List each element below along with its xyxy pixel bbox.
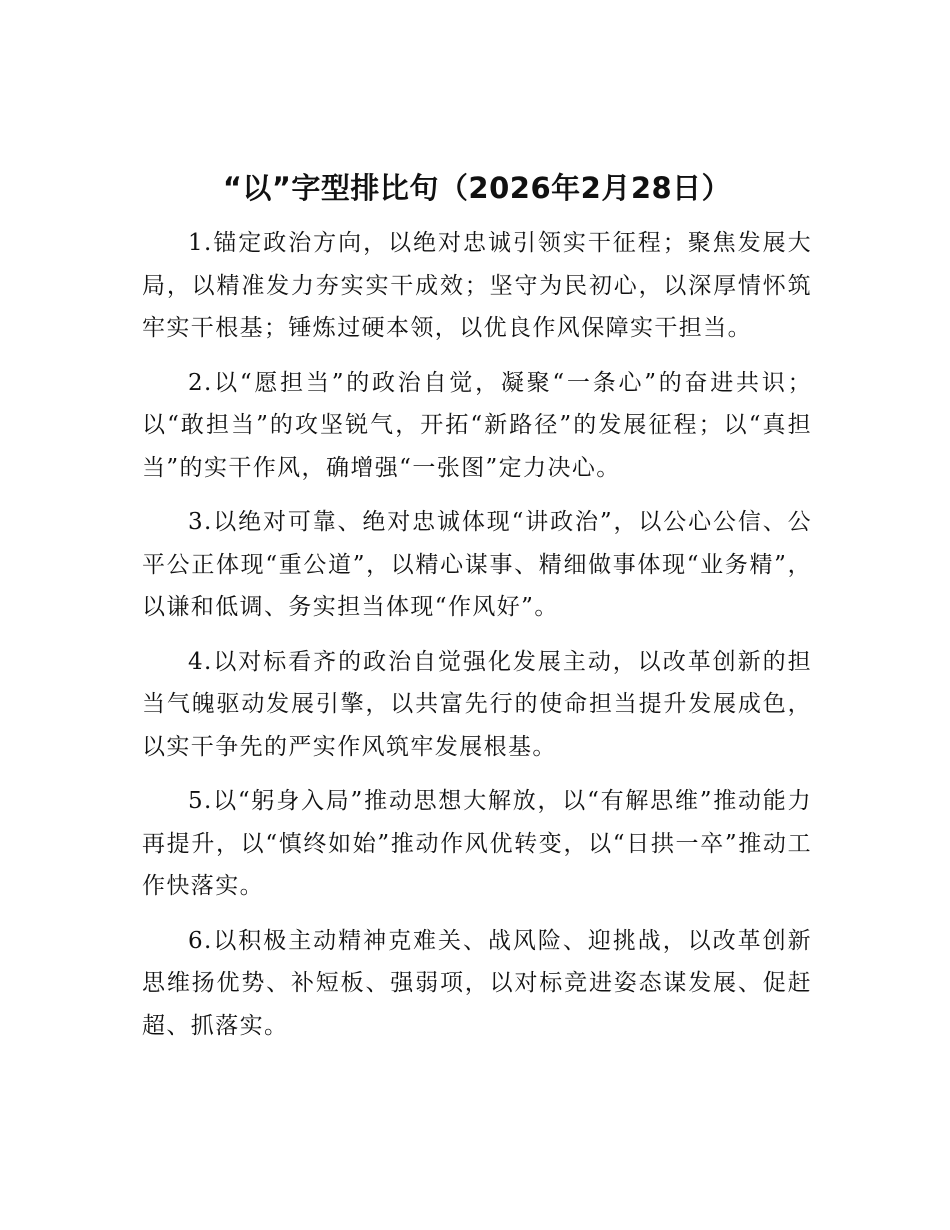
paragraph-3: 3.以绝对可靠、绝对忠诚体现“讲政治”，以公心公信、公平公正体现“重公道”，以精心谋事、精细做事体现“业务精”，以谦和低调、务实担当体现“作风好”。 [142,509,812,620]
document-page [142,168,812,1059]
paragraph-2: 2.以“愿担当”的政治自觉，凝聚“一条心”的奋进共识；以“敢担当”的攻坚锐气，开拓“新路径”的发展征程；以“真担当”的实干作风，确增强“一张图”定力决心。 [142,369,812,481]
paragraph-6: 6.以积极主动精神克难关、战风险、迎挑战，以改革创新思维扬优势、补短板、强弱项，以对标竞进姿态谋发展、促赶超、抓落实。 [142,927,812,1039]
paragraph-4: 4.以对标看齐的政治自觉强化发展主动，以改革创新的担当气魄驱动发展引擎，以共富先行的使命担当提升发展成色，以实干争先的严实作风筑牢发展根基。 [142,648,812,760]
paragraph-5: 5.以“躬身入局”推动思想大解放，以“有解思维”推动能力再提升，以“慎终如始”推动作风优转变，以“日拱一卒”推动工作快落实。 [142,788,812,899]
document-title: “以”字型排比句（2026年2月28日） [222,171,732,205]
paragraph-1: 1.锚定政治方向，以绝对忠诚引领实干征程；聚焦发展大局，以精准发力夯实实干成效；坚守为民初心，以深厚情怀筑牢实干根基；锤炼过硬本领，以优良作风保障实干担当。 [142,230,812,341]
